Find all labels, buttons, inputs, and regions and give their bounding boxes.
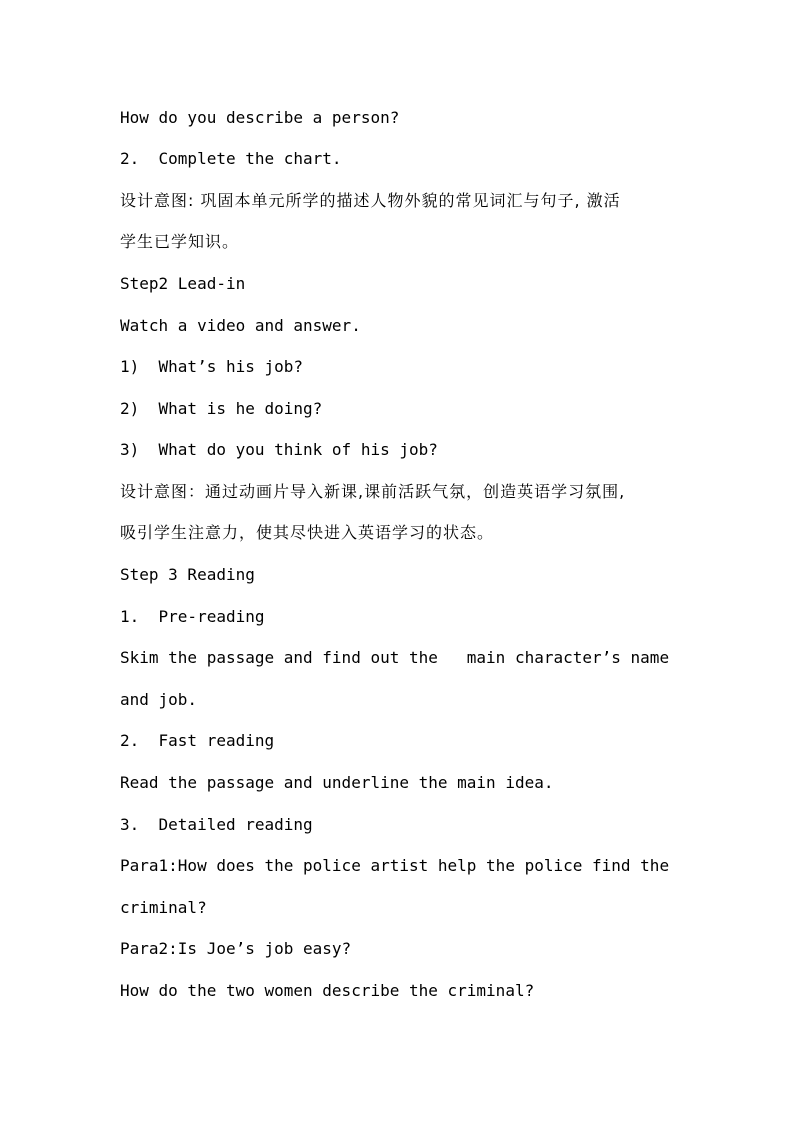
video-question-1: 1) What’s his job? bbox=[120, 357, 304, 376]
task-complete-chart: 2. Complete the chart. bbox=[120, 149, 342, 168]
step3-heading: Step 3 Reading bbox=[120, 565, 255, 584]
question-describe-person: How do you describe a person? bbox=[120, 108, 400, 127]
design-intent-1-line-1: 设计意图: 巩固本单元所学的描述人物外貌的常见词汇与句子, 激活 bbox=[120, 191, 621, 210]
video-question-2: 2) What is he doing? bbox=[120, 399, 323, 418]
para2-question: Para2:Is Joe’s job easy? bbox=[120, 939, 352, 958]
skim-instruction-line-2: and job. bbox=[120, 690, 198, 709]
para1-question-line-2: criminal? bbox=[120, 898, 207, 917]
skim-instruction-line-1: Skim the passage and find out the main character’s name bbox=[120, 648, 670, 667]
fast-reading-instruction: Read the passage and underline the main idea. bbox=[120, 773, 554, 792]
fast-reading-heading: 2. Fast reading bbox=[120, 731, 275, 750]
para1-question-line-1: Para1:How does the police artist help the police find the bbox=[120, 856, 670, 875]
design-intent-2-line-2: 吸引学生注意力，使其尽快进入英语学习的状态。 bbox=[120, 523, 495, 542]
describe-criminal-question: How do the two women describe the criminal? bbox=[120, 981, 535, 1000]
watch-video-instruction: Watch a video and answer. bbox=[120, 316, 361, 335]
detailed-reading-heading: 3. Detailed reading bbox=[120, 815, 313, 834]
design-intent-2-line-1: 设计意图：通过动画片导入新课,课前活跃气氛，创造英语学习氛围, bbox=[120, 482, 626, 501]
step2-heading: Step2 Lead-in bbox=[120, 274, 246, 293]
design-intent-1-line-2: 学生已学知识。 bbox=[120, 232, 240, 251]
video-question-3: 3) What do you think of his job? bbox=[120, 440, 438, 459]
pre-reading-heading: 1. Pre-reading bbox=[120, 607, 265, 626]
